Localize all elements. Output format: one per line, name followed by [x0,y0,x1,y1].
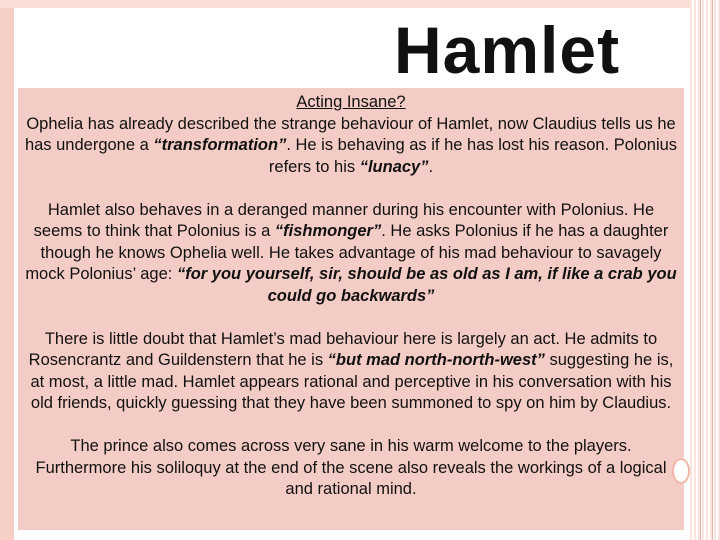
quote-transformation: “transformation” [153,136,287,154]
quote-crab: “for you yourself, sir, should be as old as I am, if like a crab you could go backwards” [176,265,677,305]
subheading: Acting Insane? [296,93,406,111]
paragraph-3 [24,329,678,415]
paragraph-2 [24,200,678,308]
paragraph-2-text: . He asks Polonius if he has a daughter though he knows Ophelia well. He takes advantage of his mad behaviour to savagely mock Polonius’ age: [25,222,669,283]
paragraph-1-text: . He is behaving as if he has lost his reason. Polonius refers to his [268,136,678,176]
right-border-line [700,0,701,540]
quote-fishmonger: “fishmonger” [274,222,382,240]
paragraph-4-text: The prince also comes across very sane in his warm welcome to the players. Furthermore his soliloquy at the end of the scene also reveals the workings of a logical and rational mind. [35,437,667,498]
slide-title: Hamlet [394,13,621,87]
paragraph-3-text: There is little doubt that Hamlet’s mad behaviour here is largely an act. He admits to Rosencrantz and Guildenstern that he is [28,329,658,369]
paragraph-1-text: . [428,157,434,176]
left-border-strip [0,0,14,540]
paragraph-2-text: Hamlet also behaves in a deranged manner during his encounter with Polonius. He seems to think that Polonius is a [33,200,655,240]
paragraph-4 [24,436,678,501]
right-border-pattern [690,0,720,540]
content-box [18,88,684,530]
right-border-line-outer [712,0,713,540]
circle-ornament [672,458,690,484]
quote-north-north-west: “but mad north-north-west” [327,351,545,369]
paragraph-1 [24,114,678,179]
paragraph-3-text: suggesting he is, at most, a little mad. Hamlet appears rational and perceptive in his conversation with his old friends, quickly guessing that they have been summoned to spy on him by Claudius. [30,351,674,412]
top-border-strip [0,0,690,8]
paragraph-1-text: Ophelia has already described the strange behaviour of Hamlet, now Claudius tells us he has undergone a [24,114,676,154]
quote-lunacy: “lunacy” [359,157,429,176]
